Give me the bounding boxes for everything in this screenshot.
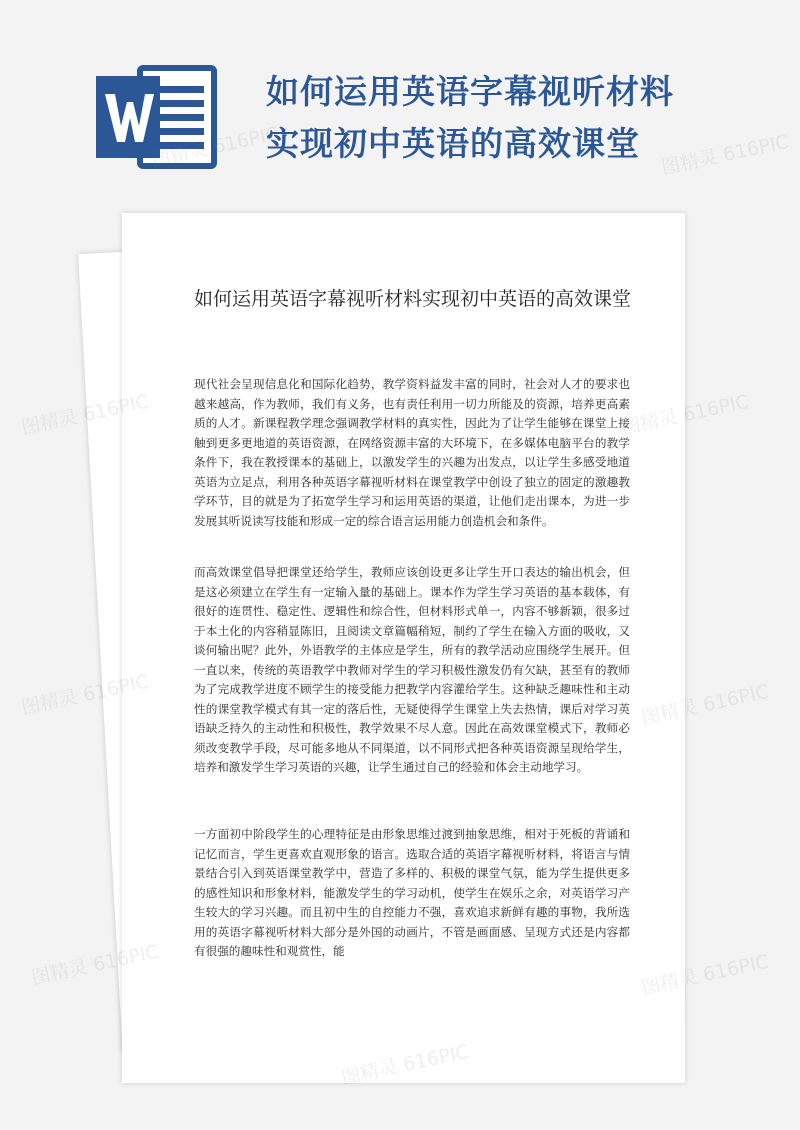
document-page xyxy=(122,213,685,1083)
document-title: 如何运用英语字幕视听材料实现初中英语的高效课堂 xyxy=(194,288,632,310)
watermark: 图精灵 616PIC xyxy=(19,670,151,720)
watermark: 图精灵 616PIC xyxy=(639,950,771,1000)
watermark: 图精灵 616PIC xyxy=(19,390,151,440)
watermark: 图精灵 616PIC xyxy=(29,940,161,990)
watermark: 616PIC xyxy=(211,122,281,159)
document-header xyxy=(0,0,800,200)
watermark: 图精灵 616PIC xyxy=(659,130,791,180)
banner-title: 如何运用英语字幕视听材料实现初中英语的高效课堂 xyxy=(266,72,674,163)
paragraph-1: 现代社会呈现信息化和国际化趋势，教学资料益发丰富的同时，社会对人才的要求也越来越高，作为教师，我们有义务，也有责任利用一切力所能及的资源，培养更高素质的人才。新课程教学理念强调教学材料的真实性，因此为了让学生能够在课堂上接触到更多更地道的英语资源，在网络资源丰富的大环境下，在多媒体电脑平台的教学条件下，我在教授课本的基础上，以激发学生的兴趣为出发点，以让学生多感受地道英语为立足点，利用各种英语字幕视听材料在课堂教学中创设了独立的固定的激趣教学环节，目的就是为了拓宽学生学习和运用英语的渠道，让他们走出课本，为进一步发展其听说读写技能和形成一定的综合语言运用能力创造机会和条件。 xyxy=(194,377,630,528)
word-document-icon xyxy=(96,62,220,172)
paragraph-3: 一方面初中阶段学生的心理特征是由形象思维过渡到抽象思维，相对于死板的背诵和记忆而言，学生更喜欢直观形象的语言。选取合适的英语字幕视听材料，将语言与情景结合引入到英语课堂教学中，营造了多样的、积极的课堂气氛，能为学生提供更多的感性知识和形象材料，能激发学生的学习动机，使学生在娱乐之余，对英语学习产生较大的学习兴趣。而且初中生的自控能力不强，喜欢追求新鲜有趣的事物，我所选用的英语字幕视听材料大部分是外国的动画片，不管是画面感、呈现方式还是内容都有很强的趣味性和观赏性，能 xyxy=(194,827,630,958)
paragraph-2: 而高效课堂倡导把课堂还给学生，教师应该创设更多让学生开口表达的输出机会，但是这必须建立在学生有一定输入量的基础上。课本作为学生学习英语的基本载体，有很好的连贯性、稳定性、逻辑性和综合性，但材料形式单一，内容不够新颖，很多过于本土化的内容稍显陈旧，且阅读文章篇幅稍短，制约了学生在输入方面的吸收，又谈何输出呢？此外，外语教学的主体应是学生，所有的教学活动应围绕学生展开。但一直以来，传统的英语教学中教师对学生的学习积极性激发仍有欠缺，甚至有的教师为了完成教学进度不顾学生的接受能力把教学内容灌给学生。这种缺乏趣味性和主动性的课堂教学模式有其一定的落后性，无疑使得学生课堂上失去热情，课后对学习英语缺乏持久的主动性和积极性，教学效果不尽人意。因此在高效课堂模式下，教师必须改变教学手段，尽可能多地从不同渠道，以不同形式把各种英语资源呈现给学生，培养和激发学生学习英语的兴趣，让学生通过自己的经验和体会主动地学习。 xyxy=(194,565,630,774)
watermark: 图精灵 616PIC xyxy=(639,680,771,730)
watermark: 图精灵 616PIC xyxy=(619,390,751,440)
